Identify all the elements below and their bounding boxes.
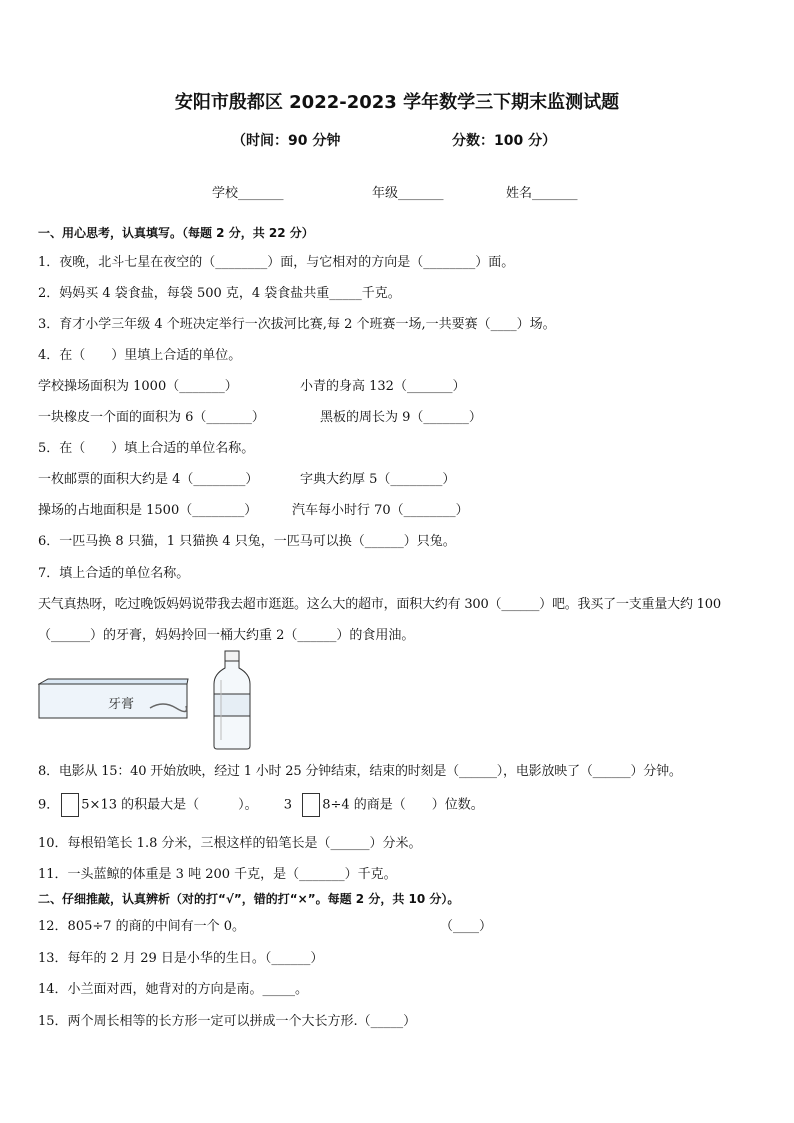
question-4b: 小青的身高 132（_______） bbox=[300, 379, 466, 394]
question-4d: 黑板的周长为 9（_______） bbox=[320, 410, 482, 425]
grade-field[interactable]: 年级_______ bbox=[372, 186, 444, 201]
name-field[interactable]: 姓名_______ bbox=[506, 186, 578, 201]
answer-box-2[interactable] bbox=[302, 793, 320, 817]
question-14: 14．小兰面对西，她背对的方向是南。_____。 bbox=[38, 982, 309, 997]
question-6: 6．一匹马换 8 只猫，1 只猫换 4 只兔，一匹马可以换（______）只兔。 bbox=[38, 534, 456, 549]
question-5a: 一枚邮票的面积大约是 4（________） bbox=[38, 472, 259, 487]
question-5: 5．在（ ）填上合适的单位名称。 bbox=[38, 441, 255, 456]
question-5b: 字典大约厚 5（________） bbox=[300, 472, 456, 487]
question-4a: 学校操场面积为 1000（_______） bbox=[38, 379, 238, 394]
question-8: 8．电影从 15：40 开始放映，经过 1 小时 25 分钟结束，结束的时刻是（______），电影放映了（______）分钟。 bbox=[38, 764, 682, 779]
question-3: 3．育才小学三年级 4 个班决定举行一次拔河比赛,每 2 个班赛一场,一共要赛（____）场。 bbox=[38, 317, 556, 332]
page-title: 安阳市殷都区 2022-2023 学年数学三下期末监测试题 bbox=[174, 92, 620, 113]
exam-time: （时间：90 分钟 bbox=[232, 133, 341, 149]
oil-bottle-image bbox=[212, 650, 252, 750]
question-15: 15．两个周长相等的长方形一定可以拼成一个大长方形.（_____） bbox=[38, 1014, 417, 1029]
question-9b: 8÷4 的商是（ ）位数。 bbox=[322, 797, 484, 813]
question-5c: 操场的占地面积是 1500（________） bbox=[38, 503, 258, 518]
exam-score: 分数：100 分） bbox=[452, 133, 557, 149]
question-4c: 一块橡皮一个面的面积为 6（_______） bbox=[38, 410, 265, 425]
answer-box-1[interactable] bbox=[61, 793, 79, 817]
section-1-heading: 一、用心思考，认真填写。（每题 2 分，共 22 分） bbox=[38, 226, 314, 240]
question-4: 4．在（ ）里填上合适的单位。 bbox=[38, 348, 242, 363]
question-7b: （______）的牙膏，妈妈拎回一桶大约重 2（______）的食用油。 bbox=[38, 628, 415, 643]
question-12: 12．805÷7 的商的中间有一个 0。 bbox=[38, 919, 246, 934]
question-12-blank: （____） bbox=[440, 919, 493, 934]
question-5d: 汽车每小时行 70（________） bbox=[292, 503, 469, 518]
question-9-three: 3 bbox=[283, 797, 293, 813]
toothpaste-label: 牙膏 bbox=[108, 697, 135, 712]
question-7: 7．填上合适的单位名称。 bbox=[38, 566, 190, 581]
question-9-number: 9． bbox=[38, 797, 60, 813]
question-13: 13．每年的 2 月 29 日是小华的生日。（______） bbox=[38, 951, 324, 966]
question-7a: 天气真热呀，吃过晚饭妈妈说带我去超市逛逛。这么大的超市，面积大约有 300（______）吧。我买了一支重量大约 100 bbox=[38, 597, 721, 612]
question-10: 10．每根铅笔长 1.8 分米，三根这样的铅笔长是（______）分米。 bbox=[38, 836, 422, 851]
section-2-heading: 二、仔细推敲，认真辨析（对的打“√”，错的打“×”。每题 2 分，共 10 分）。 bbox=[38, 892, 460, 906]
question-1: 1．夜晚，北斗七星在夜空的（________）面，与它相对的方向是（________）面。 bbox=[38, 255, 515, 270]
question-2: 2．妈妈买 4 袋食盐，每袋 500 克，4 袋食盐共重_____千克。 bbox=[38, 286, 401, 301]
school-field[interactable]: 学校_______ bbox=[212, 186, 284, 201]
toothpaste-image bbox=[38, 678, 190, 720]
question-11: 11．一头蓝鲸的体重是 3 吨 200 千克，是（_______）千克。 bbox=[38, 867, 397, 882]
question-9 bbox=[38, 793, 484, 817]
question-9a: 5×13 的积最大是（ ）。 bbox=[81, 797, 258, 813]
